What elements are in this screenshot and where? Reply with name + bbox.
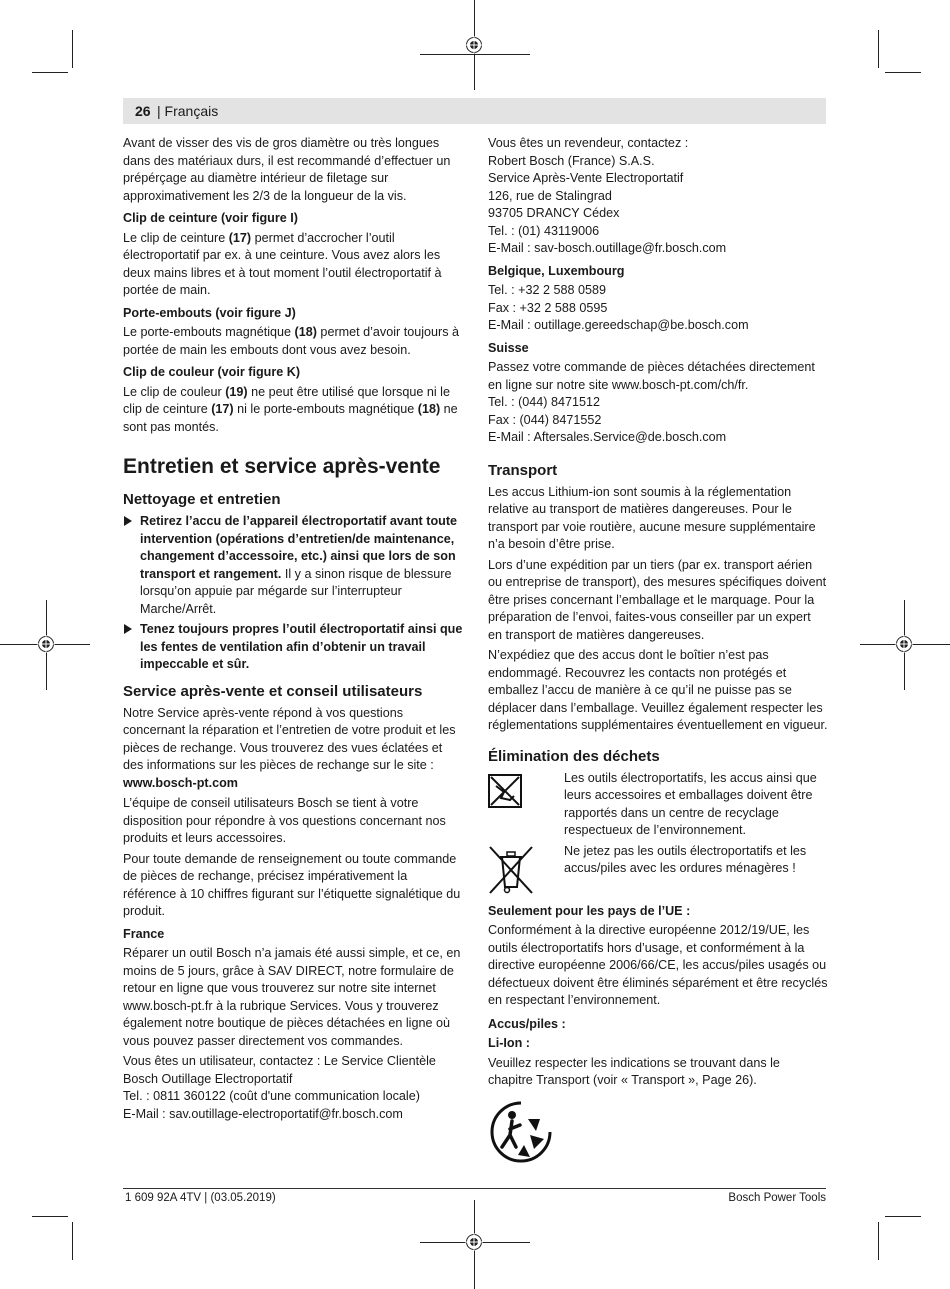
- batteries-heading: Accus/piles :: [488, 1016, 566, 1031]
- no-trash-tool-icon: [488, 774, 522, 808]
- contact-email: E-Mail : sav-bosch.outillage@fr.bosch.com: [488, 241, 727, 255]
- belt-clip-heading: Clip de ceinture (voir figure I): [123, 211, 298, 225]
- contact-line: Passez votre commande de pièces détachées directement en ligne sur notre site www.bosch-pt.com/ch/fr.: [488, 360, 815, 392]
- reference-number: (17): [211, 402, 234, 416]
- page-header: [123, 98, 826, 124]
- right-column: [488, 135, 828, 1170]
- reference-number: (19): [225, 384, 248, 399]
- contact-line: Tel. : (044) 8471512: [488, 395, 601, 409]
- text-span: ni le porte-embouts magnétique: [233, 402, 418, 416]
- reference-number: (18): [294, 325, 317, 339]
- contact-line: Vous êtes un utilisateur, contactez : Le Service Clientèle: [123, 1054, 436, 1068]
- language-label: Français: [164, 103, 219, 119]
- safety-bullet: [123, 621, 463, 674]
- contact-line: Fax : (044) 8471552: [488, 412, 602, 427]
- swiss-contact: [488, 359, 828, 447]
- belgium-contact: [488, 282, 828, 335]
- bullet-triangle-icon: [124, 624, 132, 634]
- bullet-triangle-icon: [124, 516, 132, 526]
- liion-heading: Li-Ion :: [488, 1036, 530, 1050]
- left-column: [123, 135, 463, 1123]
- disposal-heading: Élimination des déchets: [488, 747, 660, 765]
- contact-email: E-Mail : outillage.gereedschap@be.bosch.com: [488, 318, 749, 332]
- maintenance-section-title: Entretien et service après-vente: [123, 455, 441, 478]
- contact-line: Tel. : (01) 43119006: [488, 223, 600, 238]
- registration-mark-icon: [37, 635, 55, 653]
- contact-line: Fax : +32 2 588 0595: [488, 300, 608, 315]
- registration-mark-icon: [465, 1233, 483, 1251]
- service-paragraph: L’équipe de conseil utilisateurs Bosch se tient à votre disposition pour répondre à vos questions concernant nos produits et leurs accessoires.: [123, 796, 446, 845]
- bit-holder-paragraph: [123, 324, 463, 359]
- crop-mark: [878, 30, 879, 68]
- bullet-bold-text: Tenez toujours propres l’outil électroportatif ainsi que les fentes de ventilation afin d’obtenir un travail impeccable et sûr.: [140, 622, 463, 671]
- safety-bullet: [123, 513, 463, 618]
- disposal-bin-row: [488, 843, 828, 898]
- swiss-heading: Suisse: [488, 340, 529, 355]
- footer-rule: [123, 1188, 826, 1189]
- footer-brand: Bosch Power Tools: [728, 1192, 826, 1204]
- bit-holder-heading: Porte-embouts (voir figure J): [123, 305, 296, 320]
- transport-paragraph: Lors d’une expédition par un tiers (par ex. transport aérien ou entreprise de transport), des mesures spécifiques doivent être prises concernant l’emballage et le marquage. Pour la préparation de l’envoi, faites-vous conseiller par un expert en transport de matières dangereuses.: [488, 557, 827, 642]
- text-span: permet d’avoir toujours à portée de main les embouts dont vous avez besoin.: [123, 325, 460, 357]
- service-link[interactable]: www.bosch-pt.com: [123, 775, 238, 790]
- service-heading: Service après-vente et conseil utilisateurs: [123, 682, 423, 700]
- color-clip-heading: Clip de couleur (voir figure K): [123, 365, 301, 379]
- contact-line: Tel. : 0811 360122 (coût d'une communication locale): [123, 1089, 420, 1103]
- page-number: 26: [135, 103, 151, 119]
- france-paragraph: Réparer un outil Bosch n’a jamais été aussi simple, et ce, en moins de 5 jours, grâce à SAV DIRECT, notre formulaire de retour en ligne que vous trouverez sur notre site internet www.bosch-pt.fr à la rubrique Services. Vous y trouverez également notre boutique de pièces détachées en ligne où vous pouvez passer directement vos commandes.: [123, 946, 461, 1048]
- text-span: permet d’accrocher l’outil électroportatif par ex. à une ceinture. Vous avez alors les deux mains libres et à tout moment l’outil électroportatif à portée de main.: [123, 230, 442, 297]
- text-span: Le porte-embouts magnétique: [123, 325, 295, 339]
- crop-mark: [878, 1222, 879, 1260]
- france-user-contact: [123, 1053, 463, 1123]
- triman-recycling-icon: [488, 1099, 554, 1165]
- crop-mark: [885, 72, 921, 73]
- belt-clip-paragraph: [123, 230, 463, 300]
- contact-line: Robert Bosch (France) S.A.S.: [488, 153, 655, 168]
- text-span: ne peut être utilisé que lorsque ni le clip de ceinture: [123, 384, 450, 416]
- color-clip-paragraph: [123, 384, 463, 437]
- transport-paragraph: Les accus Lithium-ion sont soumis à la réglementation relative au transport de matières dangereuses. Pour le transport par voie routière, aucune mesure supplémentaire n’a besoin d’être prise.: [488, 484, 816, 551]
- liion-paragraph: Veuillez respecter les indications se trouvant dans le chapitre Transport (voir « Transport », Page 26).: [488, 1055, 780, 1087]
- crop-mark: [72, 1222, 73, 1260]
- contact-line: Service Après-Vente Electroportatif: [488, 171, 684, 185]
- bullet-bold-text: Retirez l’accu de l’appareil électroportatif avant toute intervention (opérations d’entretien/de maintenance, changement d’accessoire, etc.) ainsi que lors de son transport et rangement.: [140, 514, 458, 581]
- header-separator: |: [157, 103, 161, 119]
- crop-mark: [420, 54, 530, 55]
- reference-number: (18): [417, 402, 441, 416]
- cleaning-heading: Nettoyage et entretien: [123, 491, 281, 508]
- service-paragraph: [123, 705, 463, 793]
- eu-heading: Seulement pour les pays de l’UE :: [488, 903, 691, 918]
- registration-mark-icon: [465, 36, 483, 54]
- service-paragraph: Pour toute demande de renseignement ou toute commande de pièces de rechange, précisez impérativement la référence à 10 chiffres figurant sur l’étiquette signalétique du produit.: [123, 851, 461, 918]
- disposal-paragraph: Les outils électroportatifs, les accus ainsi que leurs accessoires et emballages doivent être rapportés dans un centre de recyclage respectueux de l’environnement.: [564, 770, 817, 837]
- text-span: ne sont pas montés.: [123, 402, 458, 434]
- page-language: [157, 103, 218, 119]
- contact-line: 93705 DRANCY Cédex: [488, 206, 620, 220]
- registration-mark-icon: [895, 635, 913, 653]
- crossed-bin-icon: [488, 845, 534, 895]
- reference-number: (17): [228, 230, 252, 245]
- contact-email: E-Mail : sav.outillage-electroportatif@fr.bosch.com: [123, 1106, 403, 1121]
- transport-paragraph: N’expédiez que des accus dont le boîtier n’est pas endommagé. Recouvrez les contacts non protégés et emballez l’accu de manière à ce qu’il ne puisse pas se déplacer dans l’emballage. Veuillez également respecter les réglementations supplémentaires éventuellement en vigueur.: [488, 648, 828, 732]
- footer-doc-id: 1 609 92A 4TV | (03.05.2019): [125, 1192, 276, 1204]
- bullet-text: Il y a sinon risque de blessure lorsqu’on appuie par mégarde sur l’interrupteur Marche/Arrêt.: [140, 566, 452, 616]
- contact-line: 126, rue de Stalingrad: [488, 188, 612, 203]
- eu-paragraph: Conformément à la directive européenne 2012/19/UE, les outils électroportatifs hors d’usage, et conformément à la directive européenne 2006/66/CE, les accus/piles usagés ou défectueux doivent être éliminés séparément et être recyclés en respectant l’environnement.: [488, 923, 828, 1007]
- contact-line: Bosch Outillage Electroportatif: [123, 1071, 293, 1086]
- reseller-contact: [488, 135, 828, 258]
- text-span: Le clip de ceinture: [123, 230, 229, 245]
- disposal-paragraph: Ne jetez pas les outils électroportatifs et les accus/piles avec les ordures ménagères !: [564, 843, 807, 875]
- belgium-heading: Belgique, Luxembourg: [488, 263, 625, 278]
- contact-line: Tel. : +32 2 588 0589: [488, 283, 606, 297]
- contact-email: E-Mail : Aftersales.Service@de.bosch.com: [488, 430, 727, 444]
- text-span: Notre Service après-vente répond à vos questions concernant la réparation et l’entretien de votre produit et les pièces de rechange. Vous trouverez des vues éclatées et des informations sur les pièces de rechange sur le site :: [123, 705, 456, 772]
- text-span: Le clip de couleur: [123, 384, 226, 399]
- crop-mark: [32, 1216, 68, 1217]
- intro-paragraph: Avant de visser des vis de gros diamètre ou très longues dans des matériaux durs, il est recommandé d’effectuer un prépérçage au diamètre intérieur de filetage sur approximativement les 2/3 de la longueur de la vis.: [123, 136, 451, 203]
- crop-mark: [72, 30, 73, 68]
- france-heading: France: [123, 926, 165, 941]
- crop-mark: [885, 1216, 921, 1217]
- contact-line: Vous êtes un revendeur, contactez :: [488, 136, 689, 150]
- transport-heading: Transport: [488, 461, 558, 479]
- crop-mark: [32, 72, 68, 73]
- disposal-recycle-row: [488, 770, 828, 840]
